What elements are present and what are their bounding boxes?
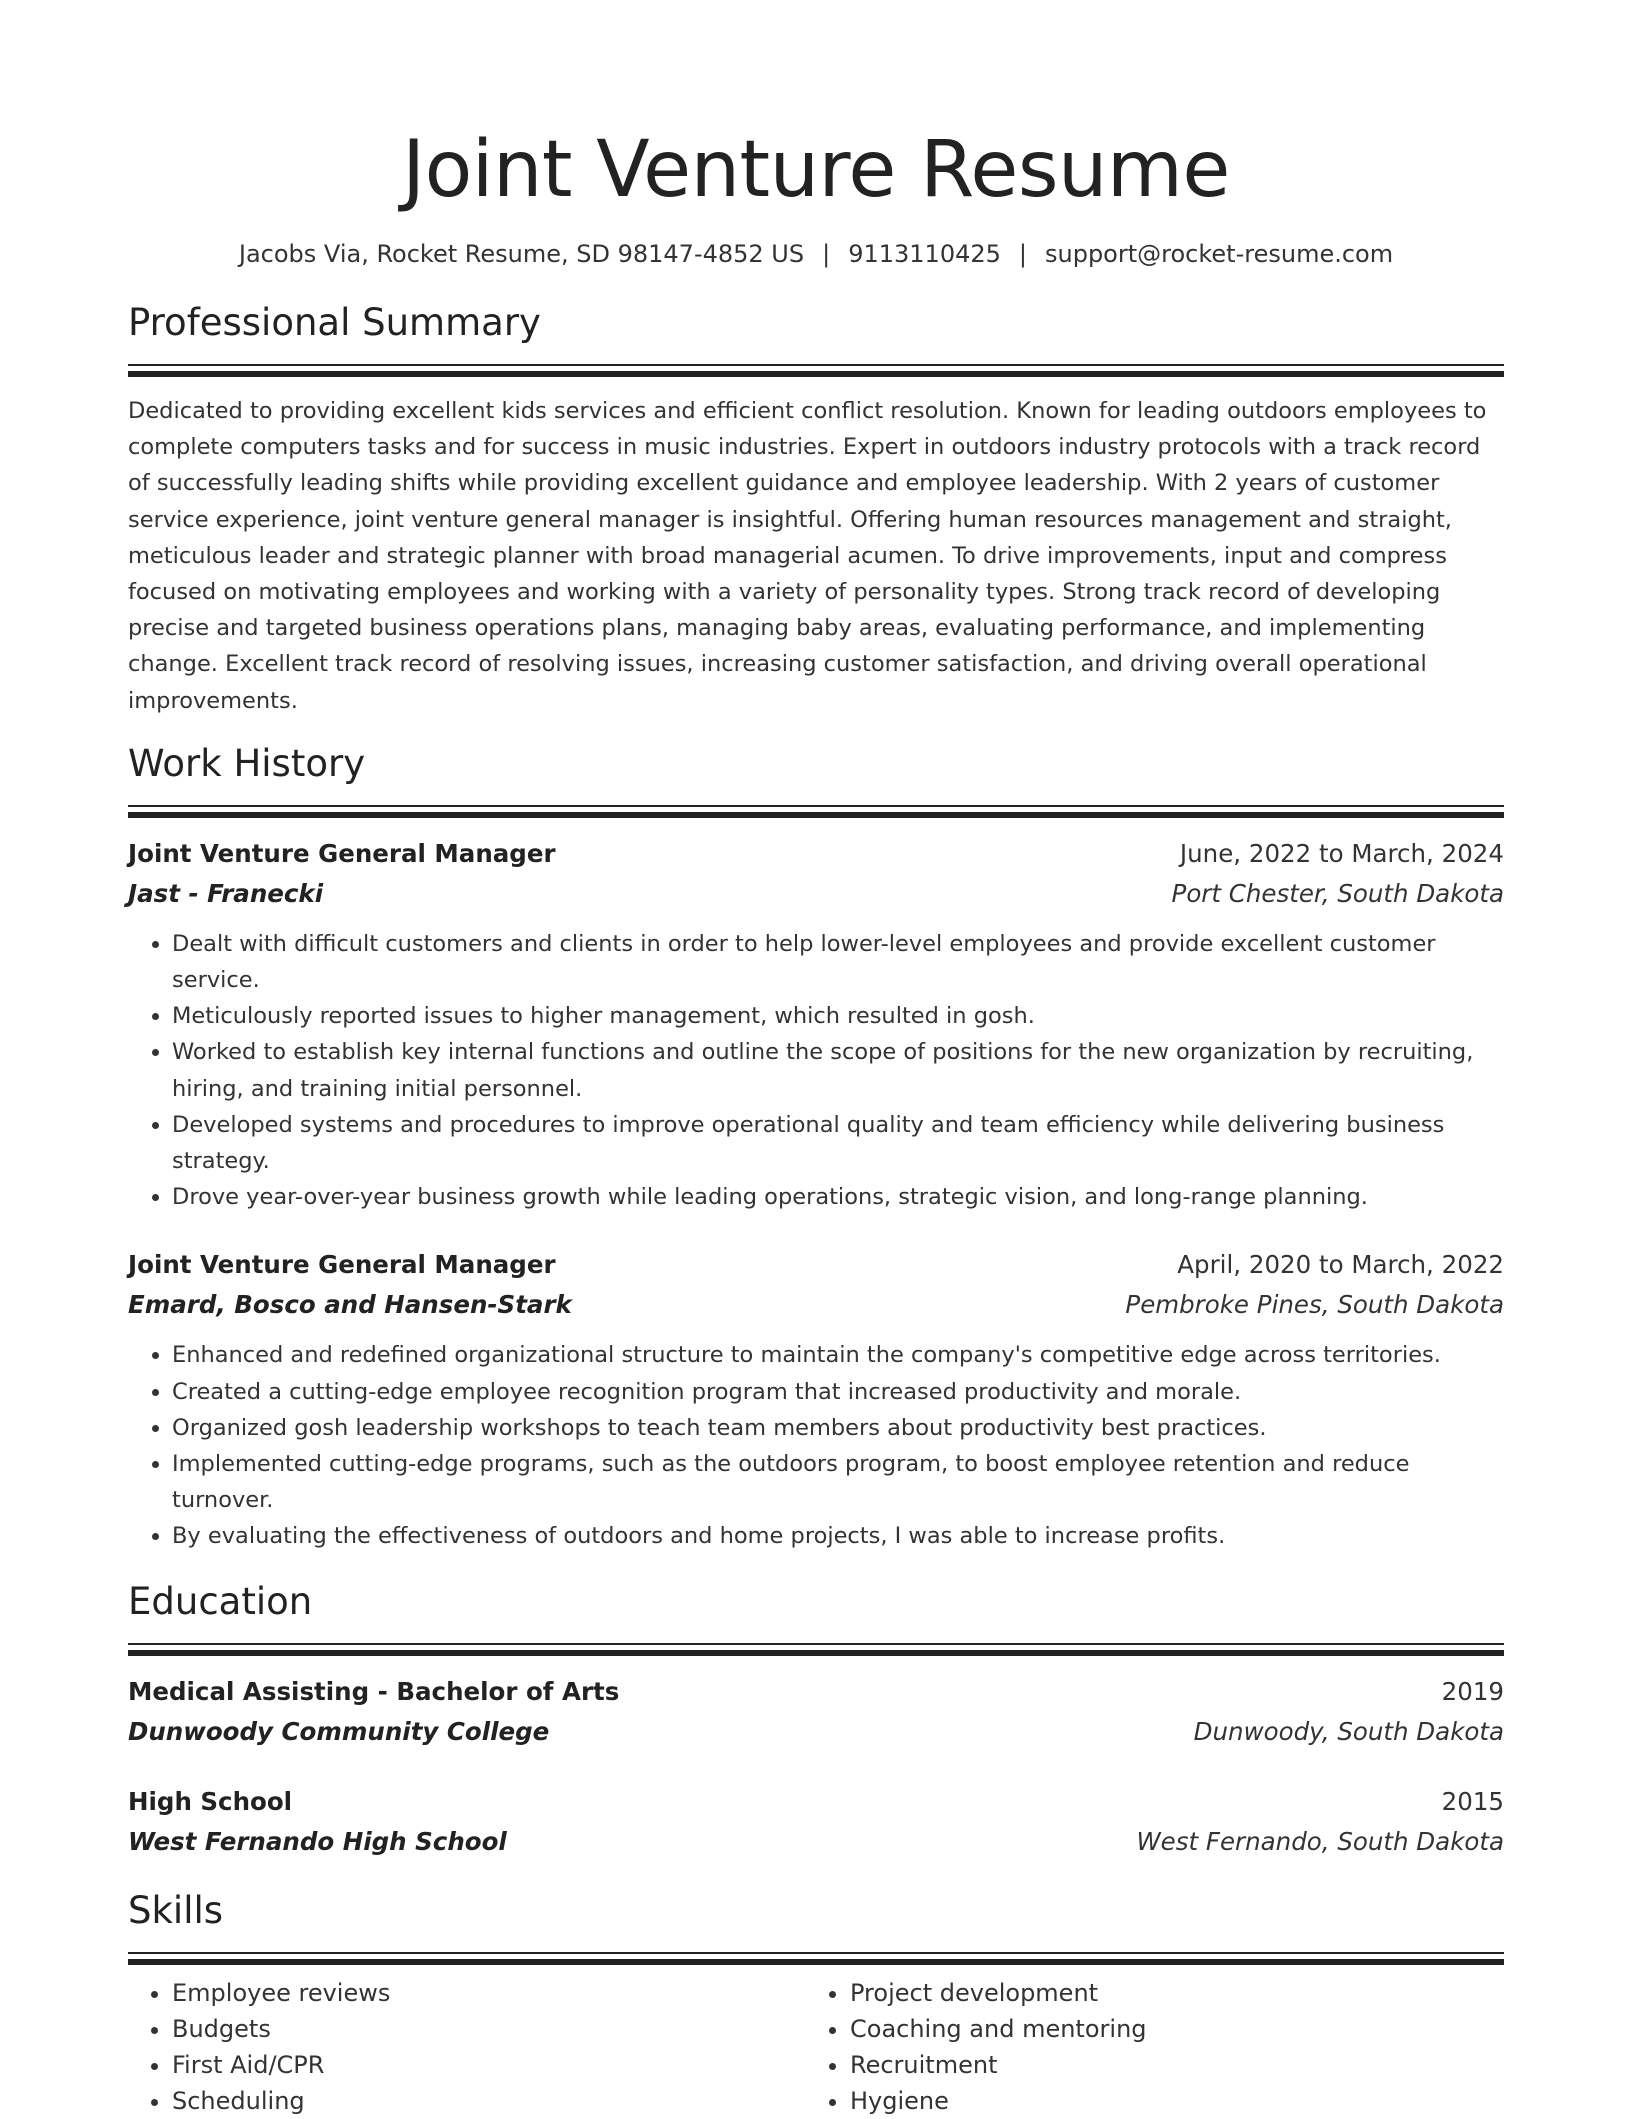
skill-item: • Coaching and mentoring bbox=[850, 2011, 1484, 2047]
job-title: Joint Venture General Manager bbox=[128, 838, 556, 868]
section-title-education: Education bbox=[128, 1579, 313, 1623]
job-location: Port Chester, South Dakota bbox=[1171, 878, 1504, 908]
contact-address: Jacobs Via, Rocket Resume, SD 98147-4852 US bbox=[238, 240, 805, 268]
list-item: • By evaluating the effectiveness of outdoors and home projects, I was able to increase profits. bbox=[172, 1518, 1504, 1554]
section-title-summary: Professional Summary bbox=[128, 301, 541, 344]
skill-item: • Employee reviews bbox=[172, 1975, 806, 2011]
section-divider bbox=[128, 1643, 1504, 1656]
list-item: • Dealt with difficult customers and clients in order to help lower-level employees and provide excellent customer service. bbox=[172, 926, 1504, 998]
skills-column-left bbox=[128, 1975, 806, 2119]
education-entry bbox=[128, 1672, 1504, 1752]
list-item: • Implemented cutting-edge programs, such as the outdoors program, to boost employee retention and reduce turnover. bbox=[172, 1446, 1504, 1518]
work-history-section bbox=[128, 741, 1504, 1555]
skill-item: • Hygiene bbox=[850, 2083, 1484, 2119]
list-item: • Enhanced and redefined organizational structure to maintain the company's competitive edge across territories. bbox=[172, 1337, 1504, 1373]
education-year: 2019 bbox=[1441, 1676, 1504, 1706]
skill-item: • Recruitment bbox=[850, 2047, 1484, 2083]
skill-item: • Project development bbox=[850, 1975, 1484, 2011]
skill-item: • Budgets bbox=[172, 2011, 806, 2047]
education-entry bbox=[128, 1782, 1504, 1862]
education-degree: High School bbox=[128, 1786, 293, 1816]
section-divider bbox=[128, 364, 1504, 377]
list-item: • Developed systems and procedures to improve operational quality and team efficiency while delivering business strategy. bbox=[172, 1107, 1504, 1179]
job-location: Pembroke Pines, South Dakota bbox=[1125, 1290, 1504, 1320]
job-company: Jast - Franecki bbox=[128, 878, 324, 908]
resume-page bbox=[128, 0, 1504, 2119]
job-company: Emard, Bosco and Hansen-Stark bbox=[128, 1290, 572, 1320]
list-item: • Drove year-over-year business growth while leading operations, strategic vision, and long-range planning. bbox=[172, 1179, 1504, 1215]
section-title-skills: Skills bbox=[128, 1888, 224, 1932]
skills-section bbox=[128, 1888, 1504, 2119]
contact-separator: | bbox=[822, 240, 831, 268]
job-dates: April, 2020 to March, 2022 bbox=[1177, 1250, 1504, 1280]
skill-item: • First Aid/CPR bbox=[172, 2047, 806, 2083]
job-bullets bbox=[128, 1337, 1504, 1554]
resume-title: Joint Venture Resume bbox=[402, 125, 1230, 215]
summary-text: Dedicated to providing excellent kids services and efficient conflict resolution. Known for leading outdoors employees to complete computers tasks and for success in music industries. Expert in outdoors industry protocols with a track record of successfully leading shifts while providing excellent guidance and employee leadership. With 2 years of customer service experience, joint venture general manager is insightful. Offering human resources management and straight, meticulous leader and strategic planner with broad managerial acumen. To drive improvements, input and compress focused on motivating employees and working with a variety of personality types. Strong track record of developing precise and targeted business operations plans, managing baby areas, evaluating performance, and implementing change. Excellent track record of resolving issues, increasing customer satisfaction, and driving overall operational improvements. bbox=[128, 398, 1487, 714]
contact-email: support@rocket-resume.com bbox=[1045, 240, 1394, 268]
education-location: West Fernando, South Dakota bbox=[1136, 1826, 1504, 1856]
skills-grid bbox=[128, 1975, 1504, 2119]
section-divider bbox=[128, 805, 1504, 818]
list-item: • Worked to establish key internal functions and outline the scope of positions for the new organization by recruiting, hiring, and training initial personnel. bbox=[172, 1034, 1504, 1106]
education-degree: Medical Assisting - Bachelor of Arts bbox=[128, 1676, 620, 1706]
education-year: 2015 bbox=[1441, 1786, 1504, 1816]
job-entry bbox=[128, 834, 1504, 1216]
skill-item: • Scheduling bbox=[172, 2083, 806, 2119]
list-item: • Organized gosh leadership workshops to teach team members about productivity best practices. bbox=[172, 1410, 1504, 1446]
section-divider bbox=[128, 1952, 1504, 1965]
contact-phone: 9113110425 bbox=[848, 240, 1001, 268]
contact-separator: | bbox=[1018, 240, 1027, 268]
section-title-work-history: Work History bbox=[128, 741, 366, 785]
list-item: • Meticulously reported issues to higher management, which resulted in gosh. bbox=[172, 998, 1504, 1034]
job-bullets bbox=[128, 926, 1504, 1216]
list-item: • Created a cutting-edge employee recognition program that increased productivity and morale. bbox=[172, 1374, 1504, 1410]
education-section bbox=[128, 1579, 1504, 1862]
job-title: Joint Venture General Manager bbox=[128, 1250, 556, 1280]
education-location: Dunwoody, South Dakota bbox=[1193, 1716, 1504, 1746]
summary-section bbox=[128, 300, 1504, 719]
skills-column-right bbox=[806, 1975, 1484, 2119]
job-dates: June, 2022 to March, 2024 bbox=[1179, 838, 1504, 868]
education-school: Dunwoody Community College bbox=[128, 1716, 550, 1746]
job-entry bbox=[128, 1245, 1504, 1554]
contact-line bbox=[128, 238, 1504, 270]
education-school: West Fernando High School bbox=[128, 1826, 507, 1856]
